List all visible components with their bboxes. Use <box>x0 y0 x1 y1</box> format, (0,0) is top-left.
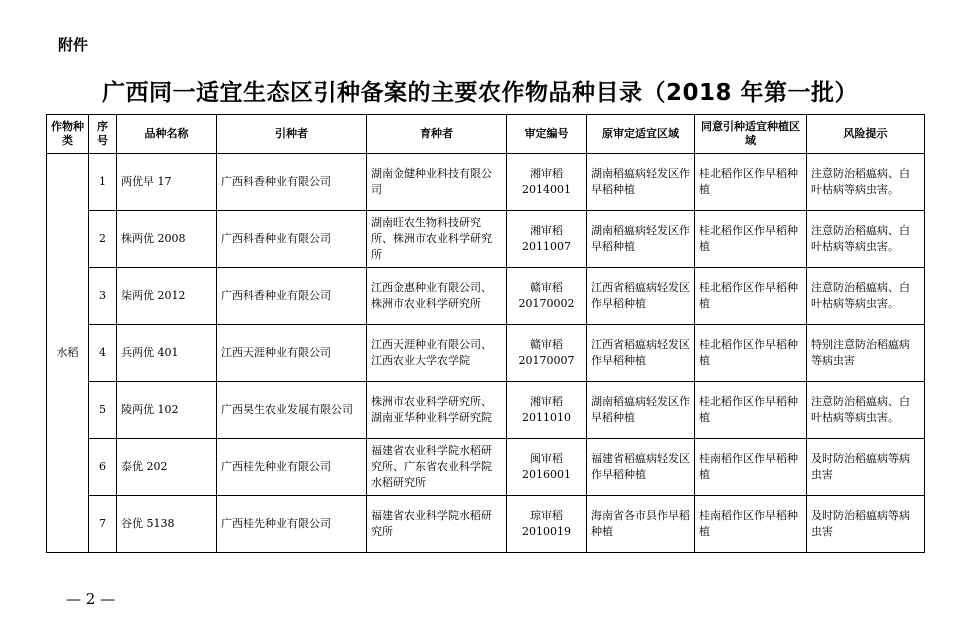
agreed-region-cell: 桂北稻作区作早稻种植 <box>695 325 807 382</box>
orig-region-cell: 湖南稻瘟病轻发区作早稻种植 <box>587 382 695 439</box>
header-introducer: 引种者 <box>217 115 367 154</box>
breeder-cell: 福建省农业科学院水稻研究所 <box>367 496 507 553</box>
variety-cell: 泰优 202 <box>117 439 217 496</box>
variety-cell: 陵两优 102 <box>117 382 217 439</box>
orig-region-cell: 江西省稻瘟病轻发区作早稻种植 <box>587 268 695 325</box>
breeder-cell: 江西金惠种业有限公司、株洲市农业科学研究所 <box>367 268 507 325</box>
risk-cell: 注意防治稻瘟病、白叶枯病等病虫害。 <box>807 211 925 268</box>
breeder-cell: 湖南旺农生物科技研究所、株洲市农业科学研究所 <box>367 211 507 268</box>
risk-cell: 注意防治稻瘟病、白叶枯病等病虫害。 <box>807 154 925 211</box>
approval-cell: 湘审稻2011007 <box>507 211 587 268</box>
header-agreed-region: 同意引种适宜种植区域 <box>695 115 807 154</box>
agreed-region-cell: 桂北稻作区作早稻种植 <box>695 382 807 439</box>
seq-cell: 6 <box>89 439 117 496</box>
header-crop: 作物种类 <box>47 115 89 154</box>
breeder-cell: 湖南金健种业科技有限公司 <box>367 154 507 211</box>
agreed-region-cell: 桂北稻作区作早稻种植 <box>695 154 807 211</box>
approval-cell: 湘审稻2014001 <box>507 154 587 211</box>
header-variety: 品种名称 <box>117 115 217 154</box>
approval-cell: 琼审稻2010019 <box>507 496 587 553</box>
agreed-region-cell: 桂南稻作区作早稻种植 <box>695 439 807 496</box>
header-orig-region: 原审定适宜区域 <box>587 115 695 154</box>
variety-cell: 柒两优 2012 <box>117 268 217 325</box>
table-row <box>47 268 925 325</box>
risk-cell: 注意防治稻瘟病、白叶枯病等病虫害。 <box>807 382 925 439</box>
variety-cell: 谷优 5138 <box>117 496 217 553</box>
seq-cell: 2 <box>89 211 117 268</box>
agreed-region-cell: 桂北稻作区作早稻种植 <box>695 268 807 325</box>
approval-cell: 赣审稻20170002 <box>507 268 587 325</box>
table-row <box>47 154 925 211</box>
seq-cell: 1 <box>89 154 117 211</box>
seq-cell: 4 <box>89 325 117 382</box>
introducer-cell: 广西科香种业有限公司 <box>217 154 367 211</box>
orig-region-cell: 湖南稻瘟病轻发区作早稻种植 <box>587 211 695 268</box>
page-number: — 2 — <box>66 590 116 608</box>
table-row <box>47 439 925 496</box>
agreed-region-cell: 桂南稻作区作早稻种植 <box>695 496 807 553</box>
breeder-cell: 江西天涯种业有限公司、江西农业大学农学院 <box>367 325 507 382</box>
approval-cell: 湘审稻2011010 <box>507 382 587 439</box>
orig-region-cell: 福建省稻瘟病轻发区作早稻种植 <box>587 439 695 496</box>
orig-region-cell: 湖南稻瘟病轻发区作早稻种植 <box>587 154 695 211</box>
risk-cell: 注意防治稻瘟病、白叶枯病等病虫害。 <box>807 268 925 325</box>
orig-region-cell: 海南省各市县作早稻种植 <box>587 496 695 553</box>
approval-cell: 闽审稻2016001 <box>507 439 587 496</box>
agreed-region-cell: 桂北稻作区作早稻种植 <box>695 211 807 268</box>
risk-cell: 特别注意防治稻瘟病等病虫害 <box>807 325 925 382</box>
table-row <box>47 325 925 382</box>
document-title: 广西同一适宜生态区引种备案的主要农作物品种目录（2018 年第一批） <box>101 80 859 106</box>
breeder-cell: 福建省农业科学院水稻研究所、广东省农业科学院水稻研究所 <box>367 439 507 496</box>
risk-cell: 及时防治稻瘟病等病虫害 <box>807 439 925 496</box>
introducer-cell: 广西科香种业有限公司 <box>217 268 367 325</box>
introducer-cell: 广西昊生农业发展有限公司 <box>217 382 367 439</box>
header-breeder: 育种者 <box>367 115 507 154</box>
variety-cell: 株两优 2008 <box>117 211 217 268</box>
table-row <box>47 211 925 268</box>
approval-cell: 赣审稻20170007 <box>507 325 587 382</box>
introducer-cell: 广西桂先种业有限公司 <box>217 439 367 496</box>
seq-cell: 3 <box>89 268 117 325</box>
crop-cell: 水稻 <box>47 154 89 553</box>
variety-cell: 兵两优 401 <box>117 325 217 382</box>
attachment-label: 附件 <box>58 36 89 54</box>
orig-region-cell: 江西省稻瘟病轻发区作早稻种植 <box>587 325 695 382</box>
table-row <box>47 496 925 553</box>
breeder-cell: 株洲市农业科学研究所、湖南亚华种业科学研究院 <box>367 382 507 439</box>
introducer-cell: 广西桂先种业有限公司 <box>217 496 367 553</box>
header-approval: 审定编号 <box>507 115 587 154</box>
header-risk: 风险提示 <box>807 115 925 154</box>
header-seq: 序号 <box>89 115 117 154</box>
seq-cell: 5 <box>89 382 117 439</box>
risk-cell: 及时防治稻瘟病等病虫害 <box>807 496 925 553</box>
variety-cell: 两优早 17 <box>117 154 217 211</box>
seq-cell: 7 <box>89 496 117 553</box>
introducer-cell: 广西科香种业有限公司 <box>217 211 367 268</box>
table-header-row <box>47 115 925 154</box>
table-row <box>47 382 925 439</box>
variety-catalog-table <box>46 114 925 553</box>
introducer-cell: 江西天涯种业有限公司 <box>217 325 367 382</box>
